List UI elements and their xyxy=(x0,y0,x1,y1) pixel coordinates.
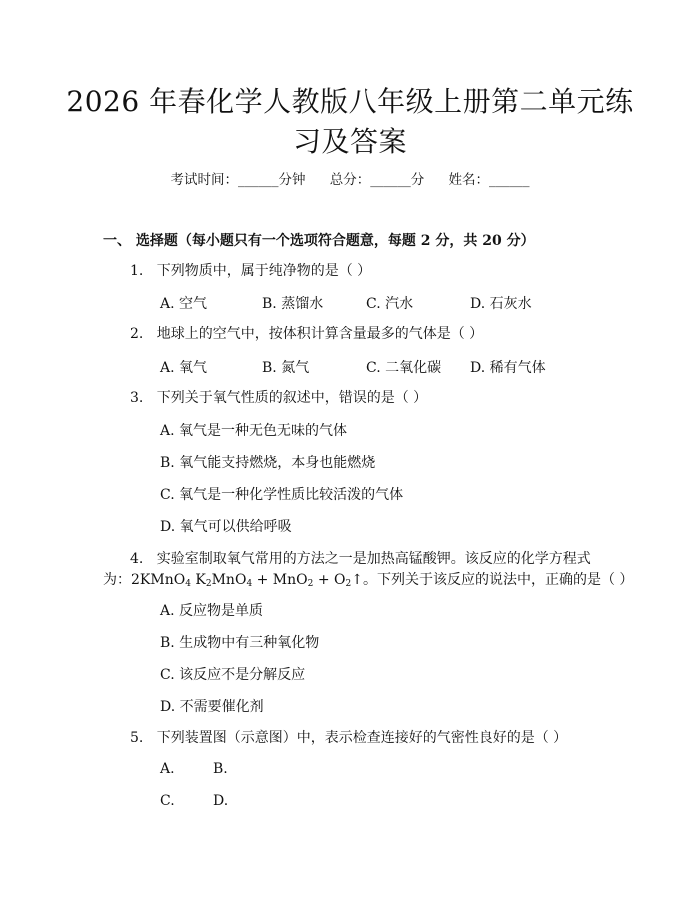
option-d: D. 氧气可以供给呼吸 xyxy=(160,519,292,535)
question-text: 下列装置图（示意图）中，表示检查连接好的气密性良好的是（ ） xyxy=(156,730,568,746)
option-b: B. xyxy=(213,761,228,777)
option-b: B. 生成物中有三种氧化物 xyxy=(160,635,320,651)
question-1 xyxy=(130,261,371,281)
exam-meta xyxy=(0,168,700,188)
option-d: D. 不需要催化剂 xyxy=(160,699,264,715)
total-score-field: 总分：______分 xyxy=(329,172,425,188)
question-text: 下列物质中，属于纯净物的是（ ） xyxy=(156,263,372,279)
option-a: A. 空气 xyxy=(160,296,208,312)
equation-part: MnO xyxy=(211,572,247,588)
option-b: B. 蒸馏水 xyxy=(262,296,324,312)
student-name-field: 姓名：______ xyxy=(448,172,530,188)
subscript: 2 xyxy=(345,579,352,589)
equation-part: K xyxy=(190,572,206,588)
option-d: D. 稀有气体 xyxy=(470,360,546,376)
question-5-options-row-2 xyxy=(160,793,228,809)
question-1-options xyxy=(160,293,532,313)
question-text: 下列关于氧气性质的叙述中，错误的是（ ） xyxy=(156,390,428,406)
title-line-2: 习及答案 xyxy=(292,125,407,158)
option-b: B. 氮气 xyxy=(262,360,310,376)
option-a: A. xyxy=(160,761,175,777)
question-number: 4. xyxy=(130,551,144,567)
question-5 xyxy=(130,728,567,748)
option-a: A. 氧气 xyxy=(160,360,208,376)
section-heading: 一、 选择题（每小题只有一个选项符合题意，每题 2 分，共 20 分） xyxy=(103,233,535,249)
option-b: B. 氧气能支持燃烧，本身也能燃烧 xyxy=(160,455,376,471)
option-a: A. 反应物是单质 xyxy=(160,603,264,619)
question-text-line-1: 实验室制取氧气常用的方法之一是加热高锰酸钾。该反应的化学方程式 xyxy=(156,551,591,567)
option-d: D. xyxy=(213,793,229,809)
question-number: 3. xyxy=(130,390,144,406)
question-5-options-row-1 xyxy=(160,761,228,777)
option-c: C. 汽水 xyxy=(366,296,414,312)
question-2-options xyxy=(160,357,546,377)
question-number: 1. xyxy=(130,263,144,279)
question-4 xyxy=(130,549,591,569)
equation-part: + MnO xyxy=(252,572,308,588)
question-4-equation-line xyxy=(103,570,633,594)
option-a: A. 氧气是一种无色无味的气体 xyxy=(160,423,348,439)
subscript: 2 xyxy=(205,579,212,589)
subscript: 2 xyxy=(307,579,314,589)
exam-time-field: 考试时间：______分钟 xyxy=(170,172,306,188)
question-number: 2. xyxy=(130,326,144,342)
option-d: D. 石灰水 xyxy=(470,296,532,312)
option-c: C. xyxy=(160,793,175,809)
equation-part: 为：2KMnO xyxy=(103,572,186,588)
option-c: C. 该反应不是分解反应 xyxy=(160,667,306,683)
question-number: 5. xyxy=(130,730,144,746)
question-2 xyxy=(130,324,483,344)
question-3 xyxy=(130,388,427,408)
title-line-1: 2026 年春化学人教版八年级上册第二单元练 xyxy=(66,85,634,118)
subscript: 4 xyxy=(185,579,191,589)
subscript: 4 xyxy=(246,579,253,589)
question-text: 地球上的空气中，按体积计算含量最多的气体是（ ） xyxy=(156,326,484,342)
option-c: C. 氧气是一种化学性质比较活泼的气体 xyxy=(160,487,404,503)
equation-part: + O xyxy=(313,572,346,588)
document-title xyxy=(60,82,640,162)
option-c: C. 二氧化碳 xyxy=(366,360,442,376)
question-text-line-2: ↑。下列关于该反应的说法中，正确的是（ ） xyxy=(351,572,634,588)
